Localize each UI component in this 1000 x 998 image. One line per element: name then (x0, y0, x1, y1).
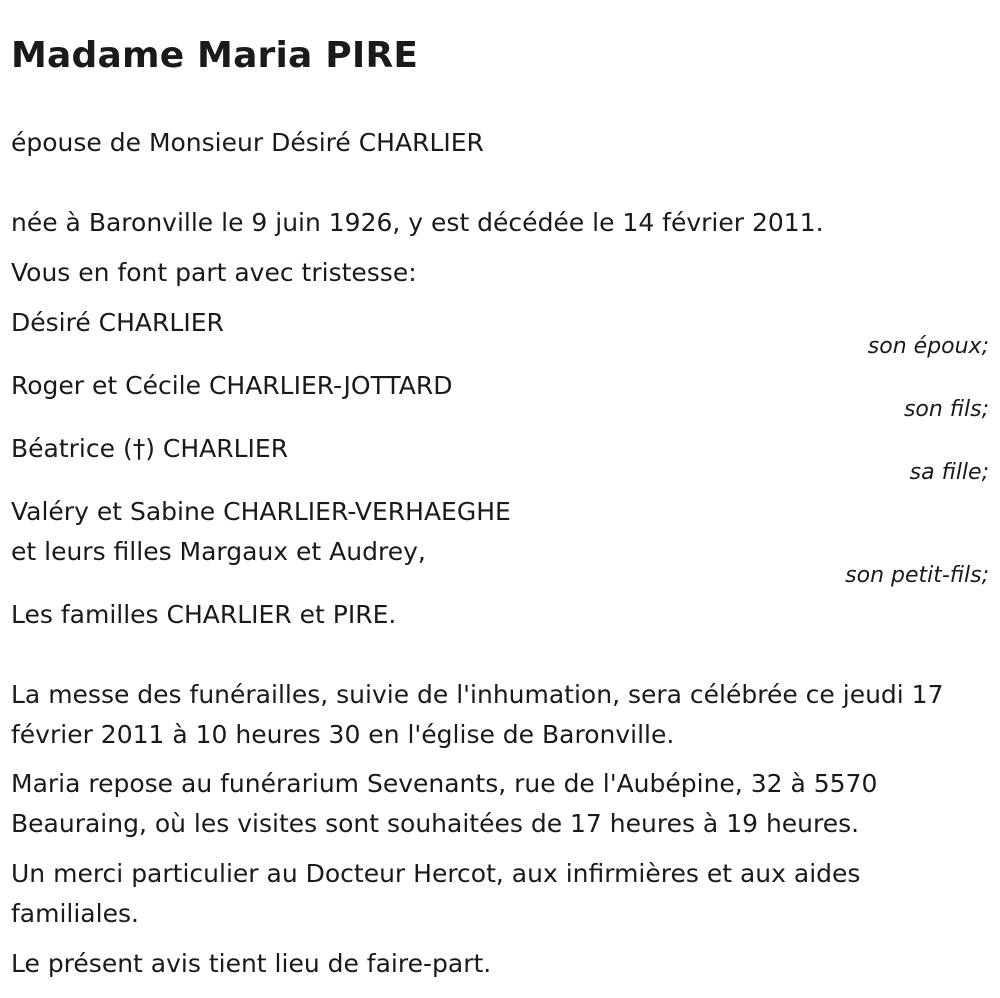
spouse-line: épouse de Monsieur Désiré CHARLIER (11, 128, 484, 157)
family-member-role: sa fille; (909, 460, 989, 485)
family-member-name-continued: et leurs filles Margaux et Audrey, (11, 537, 426, 566)
family-member-role: son époux; (867, 334, 989, 359)
announcement-line: Vous en font part avec tristesse: (11, 258, 417, 287)
family-member-name: Béatrice (†) CHARLIER (11, 434, 289, 463)
funeral-paragraph: La messe des funérailles, suivie de l'inhumation, sera célébrée ce jeudi 17 février 2011 à 10 heures 30 en l'église de Baronville. (11, 680, 944, 749)
funerarium-paragraph: Maria repose au funérarium Sevenants, rue de l'Aubépine, 32 à 5570 Beauraing, où les visites sont souhaitées de 17 heures à 19 heures. (11, 769, 878, 838)
birth-death-line: née à Baronville le 9 juin 1926, y est décédée le 14 février 2011. (11, 208, 824, 237)
deceased-name-title: Madame Maria PIRE (11, 35, 419, 76)
family-member-role: son fils; (903, 397, 989, 422)
family-member-name: Roger et Cécile CHARLIER-JOTTARD (11, 371, 453, 400)
thanks-paragraph: Un merci particulier au Docteur Hercot, aux infirmières et aux aides familiales. (11, 859, 861, 928)
family-member-name: Désiré CHARLIER (11, 308, 224, 337)
family-member-role: son petit-fils; (845, 563, 989, 588)
closing-line: Le présent avis tient lieu de faire-part. (11, 949, 492, 978)
families-line: Les familles CHARLIER et PIRE. (11, 600, 397, 629)
family-member-name: Valéry et Sabine CHARLIER-VERHAEGHE (11, 497, 511, 526)
